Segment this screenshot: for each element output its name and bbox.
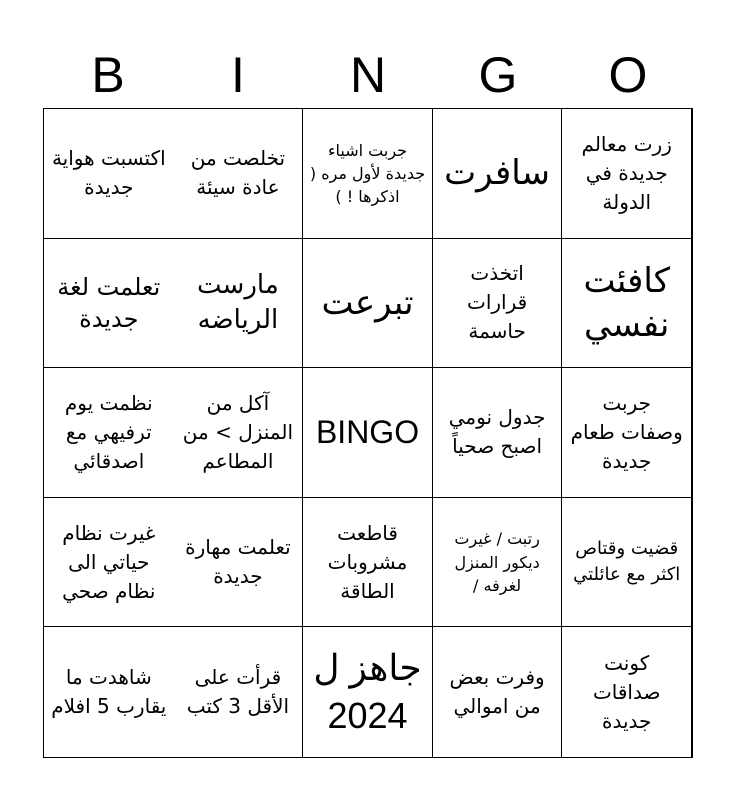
bingo-cell[interactable]: تبرعت	[303, 239, 433, 369]
bingo-cell[interactable]: قضيت وقتاص اكثر مع عائلتي	[562, 498, 692, 628]
header-letter-g: G	[478, 47, 518, 103]
bingo-cell[interactable]: سافرت	[433, 109, 563, 239]
bingo-cell[interactable]: غيرت نظام حياتي الى نظام صحي	[44, 498, 174, 628]
bingo-cell[interactable]: قرأت على الأقل 3 كتب	[174, 627, 304, 757]
bingo-cell[interactable]: قاطعت مشروبات الطاقة	[303, 498, 433, 628]
free-space-cell[interactable]: BINGO	[303, 368, 433, 498]
bingo-cell[interactable]: مارست الرياضه	[174, 239, 304, 369]
bingo-cell[interactable]: تخلصت من عادة سيئة	[174, 109, 304, 239]
bingo-cell[interactable]: جدول نومي اصبح صحياً	[433, 368, 563, 498]
bingo-cell[interactable]: آكل من المنزل > من المطاعم	[174, 368, 304, 498]
header-letter-b: B	[91, 47, 125, 103]
bingo-header	[43, 42, 693, 108]
bingo-cell[interactable]: نظمت يوم ترفيهي مع اصدقائي	[44, 368, 174, 498]
bingo-cell[interactable]: تعلمت مهارة جديدة	[174, 498, 304, 628]
bingo-cell[interactable]: زرت معالم جديدة في الدولة	[562, 109, 692, 239]
bingo-cell[interactable]: اكتسبت هواية جديدة	[44, 109, 174, 239]
bingo-cell[interactable]: كافئت نفسي	[562, 239, 692, 369]
bingo-cell[interactable]: شاهدت ما يقارب 5 افلام	[51, 665, 167, 719]
bingo-cell[interactable]: جاهز ل 2024	[303, 627, 433, 757]
header-letter-i: I	[231, 47, 245, 103]
bingo-cell[interactable]: تعلمت لغة جديدة	[44, 239, 174, 369]
bingo-cell[interactable]: كونت صداقات جديدة	[562, 627, 692, 757]
bingo-board	[43, 108, 693, 758]
header-letter-o: O	[608, 47, 648, 103]
bingo-cell[interactable]: اتخذت قرارات حاسمة	[433, 239, 563, 369]
bingo-cell[interactable]: وفرت بعض من اموالي	[433, 627, 563, 757]
bingo-cell[interactable]: جربت وصفات طعام جديدة	[562, 368, 692, 498]
bingo-cell[interactable]: جربت اشياء جديدة لأول مره ( اذكرها ! )	[303, 109, 433, 239]
bingo-cell[interactable]: رتبت / غيرت ديكور المنزل لغرفه /	[433, 498, 563, 628]
header-letter-n: N	[349, 47, 387, 103]
